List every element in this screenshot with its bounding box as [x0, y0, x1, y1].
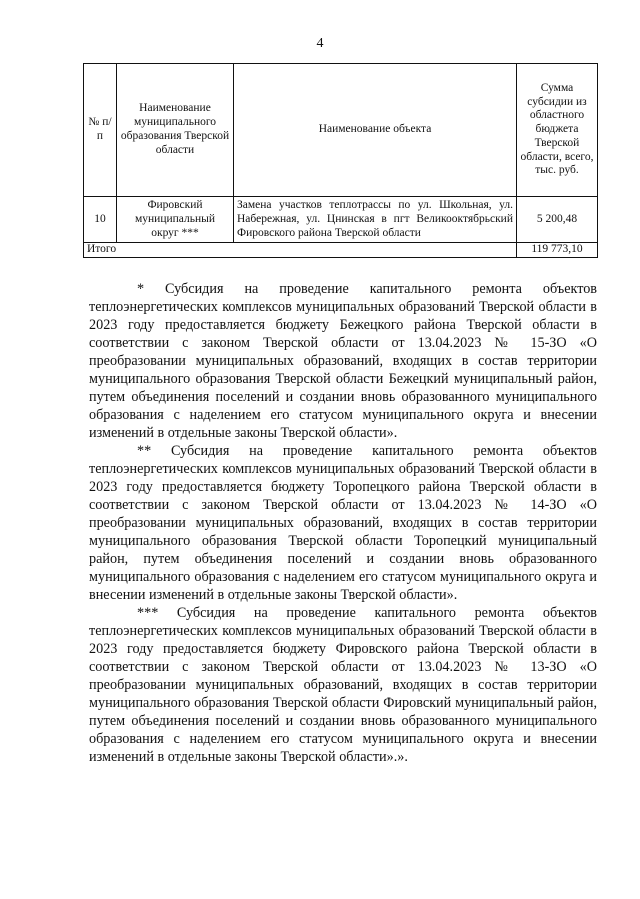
header-num: № п/п [84, 64, 117, 197]
page-number: 4 [316, 36, 324, 51]
row-municipality: Фировский муниципальный округ *** [117, 197, 234, 243]
subsidy-table [83, 63, 598, 258]
header-sum: Сумма субсидии из областного бюджета Тверской области, всего, тыс. руб. [517, 64, 598, 197]
total-label: Итого [84, 243, 517, 258]
header-object: Наименование объекта [234, 64, 517, 197]
table-header-row [84, 64, 598, 197]
total-value: 119 773,10 [517, 243, 598, 258]
footnote-2: ** Субсидия на проведение капитального ремонта объектов теплоэнергетических комплексов муниципальных образований Тверской области в 2023 году предоставляется бюджету Торопецкого района Тверской области в соответствии с законом Тверской области от 13.04.2023 № 14-ЗО «О преобразовании муниципальных образований, входящих в состав территории муниципального образования Тверской области Торопецкий муниципальный район, путем объединения поселений и создании вновь образованного муниципального образования с наделением его статусом муниципального округа и внесении изменений в отдельные законы Тверской области». [89, 443, 597, 603]
row-sum: 5 200,48 [517, 197, 598, 243]
table-row [84, 197, 598, 243]
row-num: 10 [84, 197, 117, 243]
footnote-3: *** Субсидия на проведение капитального ремонта объектов теплоэнергетических комплексов муниципальных образований Тверской области в 2023 году предоставляется бюджету Фировского района Тверской области в соответствии с законом Тверской области от 13.04.2023 № 13-ЗО «О преобразовании муниципальных образований, входящих в состав территории муниципального образования Тверской области Фировский муниципальный район, путем объединения поселений и создании вновь образованного муниципального образования с наделением его статусом муниципального округа и внесении изменений в отдельные законы Тверской области».». [89, 605, 597, 765]
footnote-1: * Субсидия на проведение капитального ремонта объектов теплоэнергетических комплексов муниципальных образований Тверской области в 2023 году предоставляется бюджету Бежецкого района Тверской области в соответствии с законом Тверской области от 13.04.2023 № 15-ЗО «О преобразовании муниципальных образований, входящих в состав территории муниципального образования Тверской области Бежецкий муниципальный район, путем объединения поселений и создании вновь образованного муниципального образования с наделением его статусом муниципального округа и внесении изменений в отдельные законы Тверской области». [89, 281, 597, 441]
table-total-row [84, 243, 598, 258]
footnotes [89, 280, 597, 766]
header-municipality: Наименование муниципального образования Тверской области [117, 64, 234, 197]
row-object: Замена участков теплотрассы по ул. Школьная, ул. Набережная, ул. Цнинская в пгт Великооктябрьский Фировского района Тверской области [234, 197, 517, 243]
